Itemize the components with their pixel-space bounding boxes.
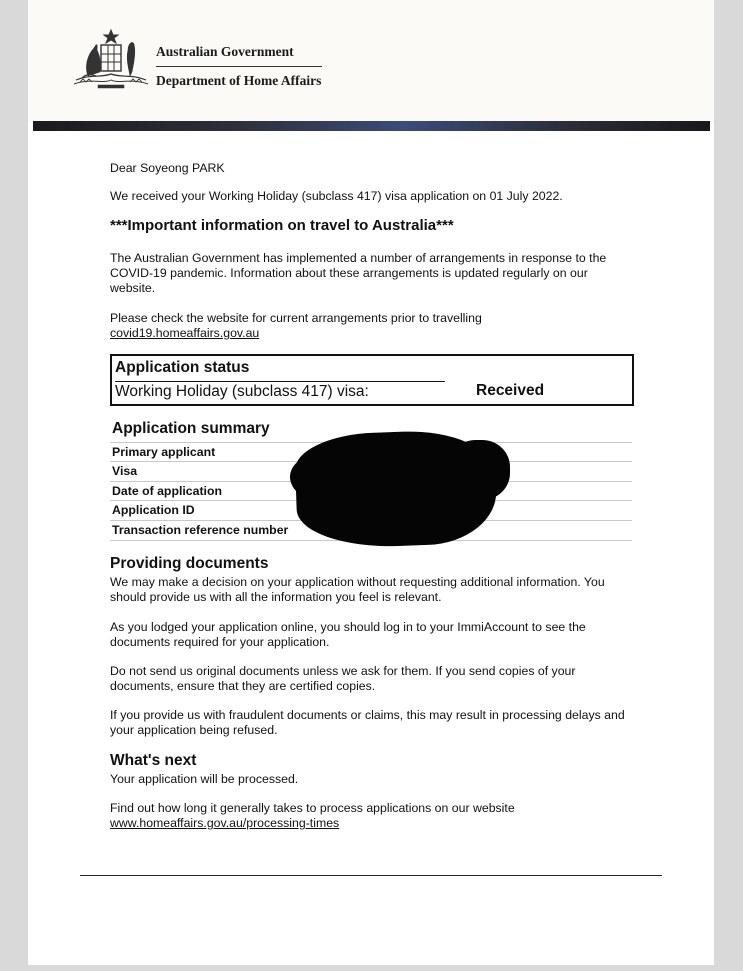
footer-rule — [80, 875, 662, 876]
important-heading: ***Important information on travel to Australia*** — [110, 217, 454, 234]
summary-label: Visa — [112, 464, 138, 478]
status-title: Application status — [115, 359, 250, 376]
summary-label: Date of application — [112, 484, 222, 498]
documents-p3: Do not send us original documents unless we ask for them. If you send copies of your documents, ensure that they are certified copies. — [110, 664, 576, 693]
header-divider — [33, 121, 710, 131]
received-line: We received your Working Holiday (subclass 417) visa application on 01 July 2022. — [110, 189, 563, 203]
processing-times-link[interactable]: www.homeaffairs.gov.au/processing-times — [110, 816, 340, 830]
whats-next-p2: Find out how long it generally takes to process applications on our website — [110, 801, 515, 815]
government-name: Australian Government — [156, 44, 322, 67]
covid-paragraph: The Australian Government has implemented a number of arrangements in response to the COVID-19 pandemic. Information about these arrangements is updated regularly on our website. — [110, 251, 607, 295]
documents-heading: Providing documents — [110, 555, 269, 572]
documents-p4: If you provide us with fraudulent documents or claims, this may result in processing delays and your application being refused. — [110, 708, 625, 737]
whats-next-p1: Your application will be processed. — [110, 772, 299, 786]
redaction-mark — [448, 440, 510, 500]
government-block — [156, 44, 322, 89]
department-name: Department of Home Affairs — [156, 73, 322, 88]
documents-p2: As you lodged your application online, you should log in to your ImmiAccount to see the documents required for your application. — [110, 620, 586, 649]
summary-title: Application summary — [112, 420, 270, 437]
summary-label: Primary applicant — [112, 445, 216, 459]
application-status-box — [110, 354, 634, 406]
status-value: Received — [476, 382, 545, 399]
status-visa-label: Working Holiday (subclass 417) visa: — [115, 381, 445, 401]
greeting: Dear Soyeong PARK — [110, 161, 225, 175]
whats-next-heading: What's next — [110, 752, 197, 769]
letter-page — [28, 0, 714, 965]
summary-label: Transaction reference number — [112, 523, 289, 537]
coat-of-arms-icon — [70, 28, 152, 90]
covid-link[interactable]: covid19.homeaffairs.gov.au — [110, 326, 260, 340]
documents-p1: We may make a decision on your application without requesting additional information. You should provide us with all the information you feel is relevant. — [110, 575, 605, 604]
check-website-text: Please check the website for current arrangements prior to travelling — [110, 311, 482, 325]
redaction-mark — [290, 452, 362, 502]
letterhead — [28, 0, 714, 122]
summary-label: Application ID — [112, 503, 195, 517]
